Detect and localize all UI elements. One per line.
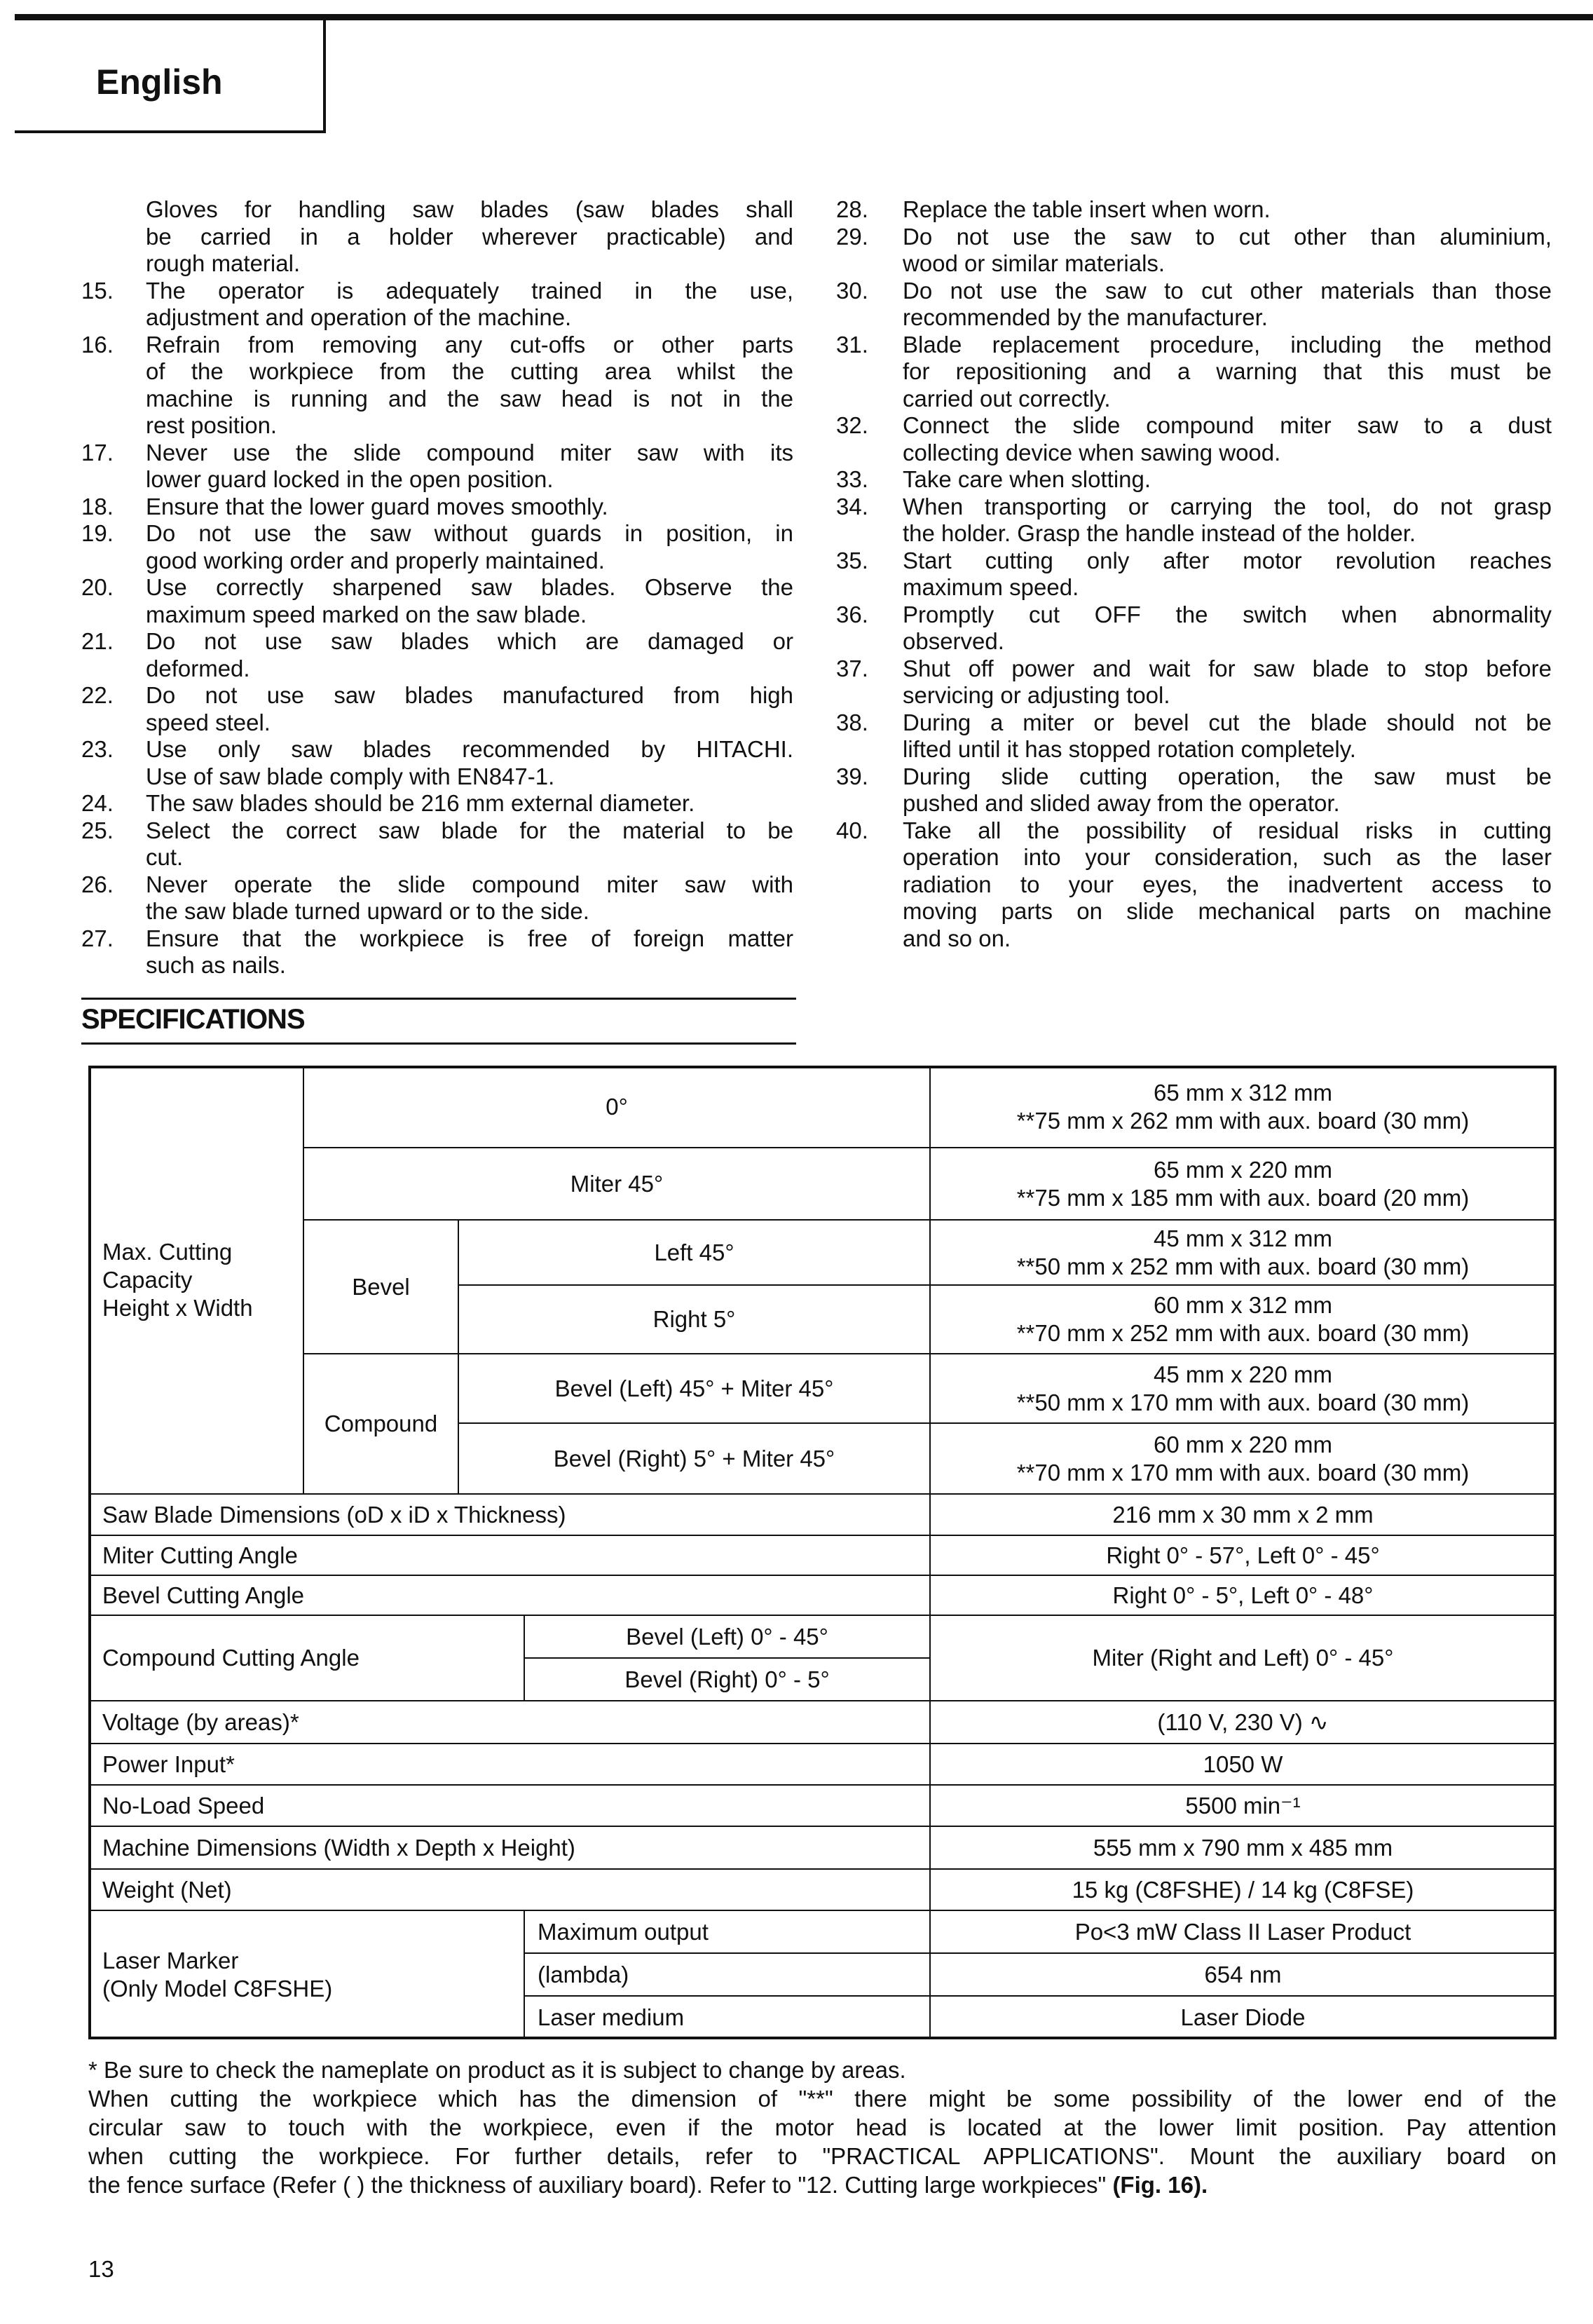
item-number: 30. <box>836 277 868 304</box>
cell-text: (Only Model C8FSHE) <box>102 1975 333 2002</box>
cell-text: Bevel (Right) 0° - 5° <box>624 1666 830 1692</box>
cell-text: **70 mm x 170 mm with aux. board (30 mm) <box>1016 1459 1470 1486</box>
item-number: 25. <box>81 817 114 843</box>
bevel-right-5-value <box>929 1284 1557 1354</box>
item-text-line: deformed. <box>146 655 250 681</box>
page-number: 13 <box>88 2256 114 2282</box>
item-text-line: Refrain from removing any cut-offs or other parts <box>146 331 793 358</box>
cell-text: Saw Blade Dimensions (oD x iD x Thickness) <box>102 1501 566 1528</box>
item-text-line: for repositioning and a warning that this must be <box>903 358 1552 384</box>
footnote-line: * Be sure to check the nameplate on product as it is subject to change by areas. <box>88 2057 906 2083</box>
power-input-label <box>88 1743 931 1786</box>
item-number: 38. <box>836 709 868 735</box>
cell-text: 65 mm x 312 mm <box>1154 1080 1332 1106</box>
item-number: 34. <box>836 493 868 519</box>
item-text-line: rough material. <box>146 250 301 276</box>
cell-text: Weight (Net) <box>102 1876 232 1903</box>
cell-text: **70 mm x 252 mm with aux. board (30 mm) <box>1016 1320 1470 1346</box>
cell-text: 60 mm x 220 mm <box>1154 1431 1332 1457</box>
cell-text: **75 mm x 185 mm with aux. board (20 mm) <box>1016 1184 1470 1211</box>
item-text-line: moving parts on slide mechanical parts on machine <box>903 898 1552 924</box>
angle-0-label <box>303 1066 931 1148</box>
item-text-line: Shut off power and wait for saw blade to stop before <box>903 655 1552 681</box>
cell-text: Machine Dimensions (Width x Depth x Height) <box>102 1834 575 1861</box>
cell-text: Right 0° - 57°, Left 0° - 45° <box>1106 1542 1380 1568</box>
bevel-left-45-value <box>929 1219 1557 1286</box>
cell-text: Bevel <box>352 1273 410 1300</box>
item-number: 36. <box>836 601 868 627</box>
item-text-line: good working order and properly maintained. <box>146 547 605 573</box>
item-text-line: Take all the possibility of residual risks in cutting <box>903 817 1552 843</box>
compound-left-label <box>458 1353 931 1424</box>
item-text-line: Promptly cut OFF the switch when abnormality <box>903 601 1552 627</box>
item-text-line: radiation to your eyes, the inadvertent access to <box>903 871 1552 897</box>
cell-text: **75 mm x 262 mm with aux. board (30 mm) <box>1016 1108 1470 1134</box>
cell-text: **50 mm x 252 mm with aux. board (30 mm) <box>1016 1253 1470 1279</box>
laser-medium-label <box>524 1995 931 2039</box>
item-text-line: Never operate the slide compound miter saw with <box>146 871 793 897</box>
item-text-line: wood or similar materials. <box>903 250 1165 276</box>
bevel-right-5-label <box>458 1284 931 1354</box>
miter-angle-label <box>88 1535 931 1576</box>
item-text-line: Use of saw blade comply with EN847-1. <box>146 763 555 789</box>
item-text-line: the holder. Grasp the handle instead of the holder. <box>903 520 1416 546</box>
max-cutting-capacity-label <box>88 1066 304 1495</box>
miter-45-label <box>303 1147 931 1221</box>
item-number: 23. <box>81 736 114 762</box>
cell-text: Maximum output <box>538 1918 709 1945</box>
spec-rule-top <box>81 998 796 1000</box>
item-text-line: such as nails. <box>146 952 286 978</box>
weight-value <box>929 1868 1557 1911</box>
item-text-line: adjustment and operation of the machine. <box>146 304 572 330</box>
spec-rule-bottom <box>81 1042 796 1045</box>
item-text-line: Never use the slide compound miter saw with its <box>146 439 793 466</box>
compound-label <box>303 1353 459 1495</box>
item-number: 20. <box>81 574 114 600</box>
item-text-line: Use only saw blades recommended by HITACHI. <box>146 736 793 762</box>
cell-text: Right 0° - 5°, Left 0° - 48° <box>1112 1582 1374 1608</box>
item-text-line: operation into your consideration, such as the laser <box>903 844 1552 870</box>
item-text-line: Gloves for handling saw blades (saw blades shall <box>146 196 793 222</box>
laser-lambda-label <box>524 1952 931 1997</box>
laser-medium-value <box>929 1995 1557 2039</box>
label-line: Height x Width <box>102 1295 253 1321</box>
item-text-line: maximum speed marked on the saw blade. <box>146 601 587 627</box>
compound-angle-bevel-right <box>524 1657 931 1701</box>
cell-text: Compound <box>324 1411 438 1436</box>
item-text-line: be carried in a holder wherever practicable) and <box>146 223 793 250</box>
no-load-speed-label <box>88 1784 931 1827</box>
item-text-line: servicing or adjusting tool. <box>903 682 1170 708</box>
cell-text: 60 mm x 312 mm <box>1154 1292 1332 1318</box>
item-number: 28. <box>836 196 868 222</box>
footnote-line: When cutting the workpiece which has the dimension of "**" there might be some possibility of the lower end of the <box>88 2086 1557 2112</box>
bevel-label <box>303 1219 459 1354</box>
cell-text: 1050 W <box>1203 1751 1283 1777</box>
item-text-line: Start cutting only after motor revolution reaches <box>903 547 1552 573</box>
item-number: 16. <box>81 331 114 358</box>
item-text-line: collecting device when sawing wood. <box>903 439 1281 466</box>
cell-text: 0° <box>606 1094 628 1120</box>
cell-text: Miter Cutting Angle <box>102 1542 298 1568</box>
item-text-line: Connect the slide compound miter saw to a dust <box>903 412 1552 438</box>
item-number: 31. <box>836 331 868 358</box>
figure-reference: (Fig. 16). <box>1112 2172 1208 2198</box>
cell-text: 654 nm <box>1204 1961 1282 1987</box>
cell-text: 5500 min⁻¹ <box>1185 1792 1301 1819</box>
item-text-line: carried out correctly. <box>903 385 1111 412</box>
item-number: 35. <box>836 547 868 573</box>
label-line: Max. Cutting <box>102 1239 233 1265</box>
item-text-line: lower guard locked in the open position. <box>146 466 554 492</box>
item-text-line: rest position. <box>146 412 278 438</box>
cell-text: Bevel (Left) 0° - 45° <box>626 1623 828 1650</box>
cell-text: Miter (Right and Left) 0° - 45° <box>1092 1645 1394 1671</box>
cell-text: (110 V, 230 V) ∿ <box>1157 1708 1329 1735</box>
item-text-line: Do not use saw blades manufactured from high <box>146 682 793 708</box>
item-text-line: Replace the table insert when worn. <box>903 196 1271 222</box>
item-text-line: cut. <box>146 844 184 870</box>
bevel-angle-label <box>88 1575 931 1616</box>
item-number: 18. <box>81 493 114 519</box>
weight-label <box>88 1868 931 1911</box>
item-text-line: The saw blades should be 216 mm external diameter. <box>146 790 695 816</box>
miter-angle-value <box>929 1535 1557 1576</box>
item-text-line: machine is running and the saw head is not in the <box>146 385 793 412</box>
angle-0-value <box>929 1066 1557 1148</box>
item-number: 21. <box>81 628 114 654</box>
power-input-value <box>929 1743 1557 1786</box>
language-title: English <box>96 62 223 102</box>
item-number: 17. <box>81 439 114 466</box>
item-text-line: When transporting or carrying the tool, do not grasp <box>903 493 1552 519</box>
laser-max-output-label <box>524 1910 931 1954</box>
item-text-line: maximum speed. <box>903 574 1079 600</box>
cell-text: Po<3 mW Class II Laser Product <box>1074 1918 1411 1945</box>
cell-text: Miter 45° <box>570 1170 664 1197</box>
cell-text: Laser Diode <box>1180 2004 1306 2030</box>
item-text-line: Take care when slotting. <box>903 466 1151 492</box>
cell-text: Bevel (Right) 5° + Miter 45° <box>553 1445 835 1472</box>
item-text-line: lifted until it has stopped rotation completely. <box>903 736 1356 762</box>
cell-text: 216 mm x 30 mm x 2 mm <box>1112 1501 1374 1528</box>
cell-text: Laser Marker <box>102 1947 239 1973</box>
item-number: 15. <box>81 277 114 304</box>
footnote-line: circular saw to touch with the workpiece, even if the motor head is located at the lower limit position. Pay attention <box>88 2114 1557 2140</box>
item-text-line: During slide cutting operation, the saw must be <box>903 763 1552 789</box>
item-text-line: the saw blade turned upward or to the side. <box>146 898 589 924</box>
cell-text: 15 kg (C8FSHE) / 14 kg (C8FSE) <box>1072 1876 1414 1903</box>
compound-right-label <box>458 1422 931 1495</box>
item-text-line: recommended by the manufacturer. <box>903 304 1268 330</box>
cell-text: Compound Cutting Angle <box>102 1645 360 1671</box>
cell-text: Left 45° <box>654 1239 734 1265</box>
compound-left-value <box>929 1353 1557 1424</box>
item-text-line: of the workpiece from the cutting area whilst the <box>146 358 793 384</box>
blade-dimensions-label <box>88 1493 931 1536</box>
item-text-line: Use correctly sharpened saw blades. Observe the <box>146 574 793 600</box>
footnote-line <box>88 2170 1557 2199</box>
specifications-heading: SPECIFICATIONS <box>81 1004 305 1035</box>
cell-text: 65 mm x 220 mm <box>1154 1156 1332 1183</box>
item-number: 32. <box>836 412 868 438</box>
footnote <box>88 2055 1557 2199</box>
machine-dimensions-label <box>88 1826 931 1870</box>
miter-45-value <box>929 1147 1557 1221</box>
item-text-line: During a miter or bevel cut the blade should not be <box>903 709 1552 735</box>
footnote-text: the fence surface (Refer ( ) the thickness of auxiliary board). Refer to "12. Cutting large workpieces" <box>88 2172 1107 2198</box>
cell-text: 45 mm x 312 mm <box>1154 1225 1332 1251</box>
item-text-line: The operator is adequately trained in the use, <box>146 277 793 304</box>
machine-dimensions-value <box>929 1826 1557 1870</box>
no-load-speed-value <box>929 1784 1557 1827</box>
cell-text: Power Input* <box>102 1751 235 1777</box>
item-number: 19. <box>81 520 114 546</box>
laser-max-output-value <box>929 1910 1557 1954</box>
item-number: 37. <box>836 655 868 681</box>
bevel-left-45-label <box>458 1219 931 1286</box>
cell-text: 555 mm x 790 mm x 485 mm <box>1093 1834 1393 1861</box>
item-number: 39. <box>836 763 868 789</box>
cell-text: Bevel Cutting Angle <box>102 1582 305 1608</box>
cell-text: Laser medium <box>538 2004 685 2030</box>
voltage-label <box>88 1700 931 1744</box>
item-text-line: Blade replacement procedure, including the method <box>903 331 1552 358</box>
item-text-line: observed. <box>903 628 1004 654</box>
item-text-line: Select the correct saw blade for the material to be <box>146 817 793 843</box>
item-number: 27. <box>81 925 114 951</box>
item-number: 33. <box>836 466 868 492</box>
cell-text: (lambda) <box>538 1961 629 1987</box>
item-text-line: and so on. <box>903 925 1011 951</box>
item-text-line: Do not use the saw to cut other materials than those <box>903 277 1552 304</box>
voltage-value <box>929 1700 1557 1744</box>
item-text-line: Ensure that the workpiece is free of foreign matter <box>146 925 793 951</box>
footnote-line: when cutting the workpiece. For further details, refer to "PRACTICAL APPLICATIONS". Mount the auxiliary board on <box>88 2143 1557 2169</box>
blade-dimensions-value <box>929 1493 1557 1536</box>
label-line: Capacity <box>102 1267 193 1293</box>
item-number: 26. <box>81 871 114 897</box>
cell-text: **50 mm x 170 mm with aux. board (30 mm) <box>1016 1389 1470 1415</box>
compound-right-value <box>929 1422 1557 1495</box>
cell-text: 45 mm x 220 mm <box>1154 1361 1332 1387</box>
laser-lambda-value <box>929 1952 1557 1997</box>
item-text-line: Do not use saw blades which are damaged or <box>146 628 793 654</box>
item-text-line: pushed and slided away from the operator. <box>903 790 1340 816</box>
item-number: 40. <box>836 817 868 843</box>
cell-text: Right 5° <box>652 1306 736 1332</box>
item-text-line: speed steel. <box>146 709 271 735</box>
compound-angle-value <box>929 1615 1557 1701</box>
item-number: 22. <box>81 682 114 708</box>
item-text-line: Do not use the saw without guards in position, in <box>146 520 793 546</box>
item-number: 29. <box>836 223 868 250</box>
bevel-angle-value <box>929 1575 1557 1616</box>
cell-text: Voltage (by areas)* <box>102 1708 299 1735</box>
item-text-line: Ensure that the lower guard moves smoothly. <box>146 493 608 519</box>
compound-angle-label <box>88 1615 525 1701</box>
item-number: 24. <box>81 790 114 816</box>
cell-text: No-Load Speed <box>102 1792 265 1819</box>
cell-text: Bevel (Left) 45° + Miter 45° <box>554 1375 834 1401</box>
compound-angle-bevel-left <box>524 1615 931 1659</box>
item-text-line: Do not use the saw to cut other than aluminium, <box>903 223 1552 250</box>
laser-marker-label <box>88 1910 525 2039</box>
